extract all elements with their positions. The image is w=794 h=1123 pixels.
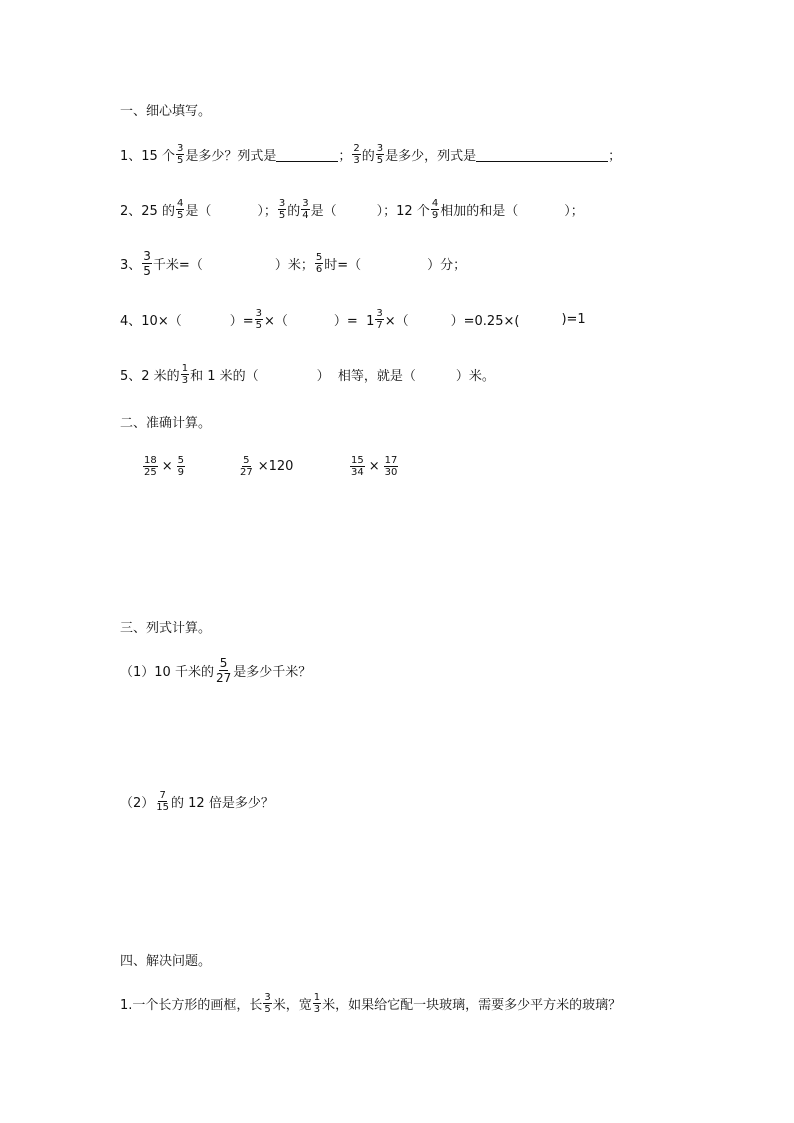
- section-3-title: 三、列式计算。: [120, 621, 212, 636]
- answer-blank[interactable]: [276, 147, 338, 162]
- fraction: $\frac{7}{15}$: [156, 789, 170, 813]
- fraction: $\frac{17}{30}$: [384, 454, 398, 478]
- fraction: $\frac{18}{25}$: [144, 454, 157, 478]
- answer-blank[interactable]: [476, 147, 608, 162]
- question-5: 5、2 米的 $\frac{1}{3}$ 和 1 米的（ ） 相等，就是（ ）米。: [120, 362, 495, 386]
- fraction: $\frac{3}{5}$: [278, 197, 286, 221]
- fraction: $\frac{3}{5}$: [376, 142, 384, 166]
- calc-expression-3: $\frac{15}{34}$ × $\frac{17}{30}$: [351, 454, 398, 478]
- fraction: $\frac{4}{9}$: [431, 197, 439, 221]
- question-3: 3、 $\frac{3}{5}$ 千米=（ ）米； $\frac{5}{6}$ 时=（ ）分；: [120, 248, 467, 278]
- section-1-title: 一、细心填写。: [120, 104, 212, 119]
- fraction: $\frac{15}{34}$: [351, 454, 364, 478]
- fraction: $\frac{3}{4}$: [302, 197, 309, 221]
- fraction: $\frac{3}{5}$: [255, 307, 262, 331]
- fraction: $\frac{3}{5}$: [264, 991, 271, 1015]
- fraction: $\frac{1}{3}$: [313, 991, 321, 1015]
- word-problem-1: 1.一个长方形的画框，长 $\frac{3}{5}$ 米，宽 $\frac{1}{3}$ 米，如果给它配一块玻璃，需要多少平方米的玻璃？: [120, 991, 622, 1015]
- fraction: $\frac{3}{5}$: [176, 142, 184, 166]
- list-problem-2: （2） $\frac{7}{15}$ 的 12 倍是多少？: [120, 789, 274, 813]
- fraction: $\frac{5}{9}$: [177, 454, 185, 478]
- calc-expression-2: $\frac{5}{27}$ ×120: [240, 454, 294, 478]
- section-2-title: 二、准确计算。: [120, 416, 212, 431]
- question-4: 4、10×（ ）= $\frac{3}{5}$ ×（ ）= 1 $\frac{3}{7}$ ×（ ）=0.25×( )=1: [120, 307, 586, 331]
- section-4-title: 四、解决问题。: [120, 954, 212, 969]
- fraction: $\frac{1}{3}$: [181, 362, 189, 386]
- question-1: 1、15 个 $\frac{3}{5}$ 是多少？列式是 ； $\frac{2}{3}$ 的 $\frac{3}{5}$ 是多少，列式是 ；: [120, 142, 622, 166]
- fraction: $\frac{4}{5}$: [176, 197, 184, 221]
- fraction: $\frac{3}{7}$: [376, 307, 383, 331]
- fraction: $\frac{5}{6}$: [315, 251, 323, 275]
- list-problem-1: （1）10 千米的 $\frac{5}{27}$ 是多少千米？: [120, 655, 312, 685]
- fraction: $\frac{5}{27}$: [215, 655, 232, 685]
- calc-expression-1: $\frac{18}{25}$ × $\frac{5}{9}$: [144, 454, 185, 478]
- fraction: $\frac{3}{5}$: [143, 248, 151, 278]
- question-2: 2、25 的 $\frac{4}{5}$ 是（ ）； $\frac{3}{5}$ 的 $\frac{3}{4}$ 是（ ）；12 个 $\frac{4}{9}$ 相加的和是（ ）；: [120, 197, 584, 221]
- fraction: $\frac{5}{27}$: [240, 454, 253, 478]
- fraction: $\frac{2}{3}$: [353, 142, 360, 166]
